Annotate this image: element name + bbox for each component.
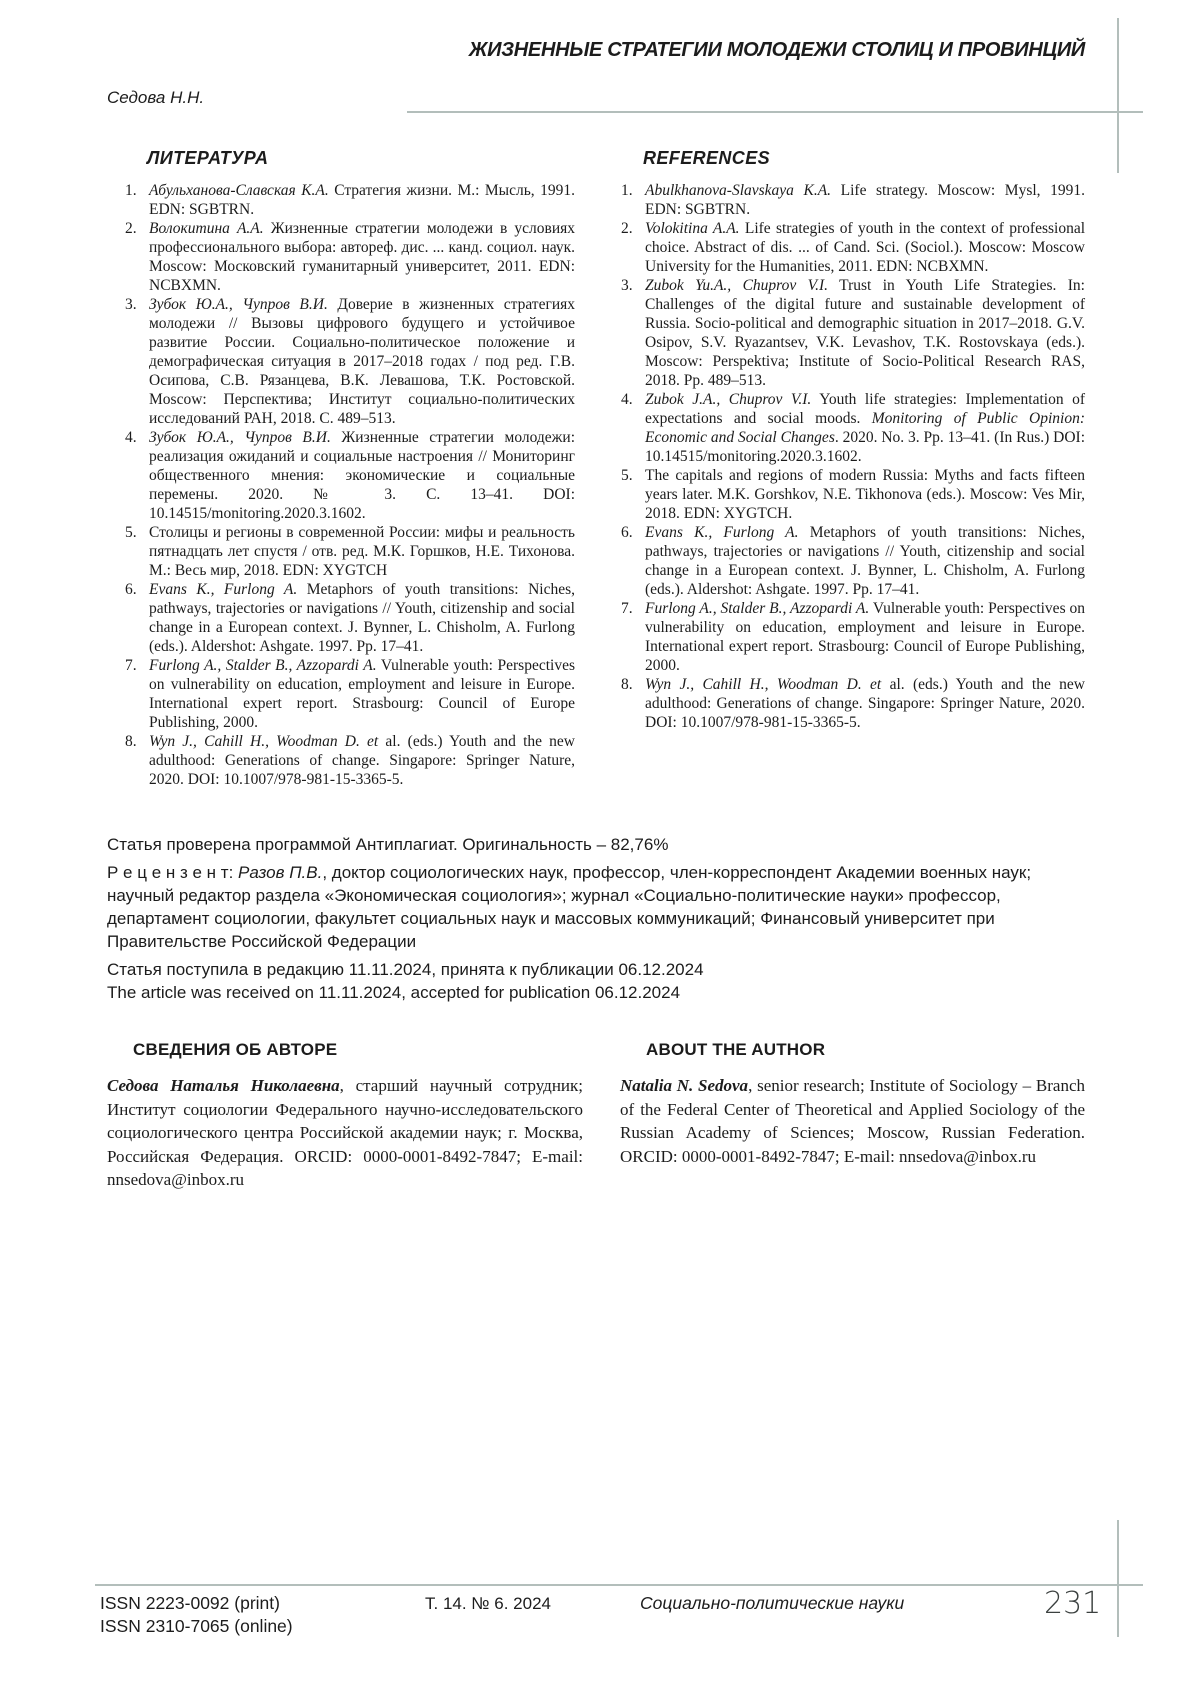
reference-text: Зубок Ю.А., Чупров В.И. Жизненные стратегии молодежи: реализация ожиданий и социальные настроения // Мониторинг общественного мнения: экономические и социальные перемены. 2020. № 3. С. 13–41. DOI: 10.14515/monitoring.2020.3.1602. <box>149 429 575 522</box>
reference-number: 8. <box>621 676 633 693</box>
reference-text: Зубок Ю.А., Чупров В.И. Доверие в жизненных стратегиях молодежи // Вызовы цифрового будущего и устойчивое развитие России. Социально-политическое положение и демографическая ситуация в 2017–2018 годах / под ред. Г.В. Осипова, С.В. Рязанцева, В.К. Левашова, Т.К. Ростовской. Moscow: Перспектива; Институт социально-политических исследований РАН, 2018. С. 489–513. <box>149 296 575 427</box>
references-heading: REFERENCES <box>643 148 771 168</box>
reference-number: 3. <box>125 296 137 313</box>
reference-number: 6. <box>125 581 137 598</box>
footer-rule <box>95 1584 1143 1586</box>
about-author-en <box>620 1040 1085 1168</box>
reference-number: 8. <box>125 733 137 750</box>
reference-item <box>125 580 575 656</box>
reference-text: Furlong A., Stalder B., Azzopardi A. Vulnerable youth: Perspectives on vulnerability on education, employment and leisure in Europe. International expert report. Strasbourg: Council of Europe Publishing, 2000. <box>645 600 1085 674</box>
reference-text: Evans K., Furlong A. Metaphors of youth transitions: Niches, pathways, trajectories or navigations // Youth, citizenship and social change in a European context. J. Bynner, L. Chisholm, A. Furlong (eds.). Aldershot: Ashgate. 1997. Pp. 17–41. <box>149 581 575 655</box>
reference-text: Wyn J., Cahill H., Woodman D. et al. (eds.) Youth and the new adulthood: Generations of change. Singapore: Springer Nature, 2020. DOI: 10.1007/978-981-15-3365-5. <box>149 733 576 788</box>
about-author-en-heading: ABOUT THE AUTHOR <box>646 1040 826 1059</box>
reference-number: 2. <box>125 220 137 237</box>
reference-text: Zubok J.A., Chuprov V.I. Youth life strategies: Implementation of expectations and social moods. Monitoring of Public Opinion: Economic and Social Changes. 2020. No. 3. Pp. 13–41. (In Rus.) DOI: 10.14515/monitoring.2020.3.1602. <box>645 391 1086 465</box>
crop-mark-vertical-top <box>1117 18 1119 173</box>
reference-item <box>621 390 1085 466</box>
reference-item <box>621 675 1085 732</box>
reference-item <box>125 219 575 295</box>
crop-mark-vertical-bottom <box>1117 1520 1119 1637</box>
reference-number: 5. <box>125 524 137 541</box>
issn-online: ISSN 2310-7065 (online) <box>100 1616 293 1636</box>
reference-text: Furlong A., Stalder B., Azzopardi A. Vulnerable youth: Perspectives on vulnerability on education, employment and leisure in Europe. International expert report. Strasbourg: Council of Europe Publishing, 2000. <box>149 657 575 731</box>
reference-number: 4. <box>621 391 633 408</box>
reference-item <box>621 219 1085 276</box>
reference-text: Wyn J., Cahill H., Woodman D. et al. (eds.) Youth and the new adulthood: Generations of change. Singapore: Springer Nature, 2020. DOI: 10.1007/978-981-15-3365-5. <box>645 676 1086 731</box>
reference-text: Zubok Yu.A., Chuprov V.I. Trust in Youth Life Strategies. In: Challenges of the digital future and sustainable development of Russia. Socio-political and demographic situation in 2017–2018. G.V. Osipov, S.V. Ryazantsev, V.K. Levashov, T.K. Rostovskaya (eds.). Moscow: Perspektiva; Institute of Socio-Political Research RAS, 2018. Pp. 489–513. <box>645 277 1085 389</box>
reference-text: Столицы и регионы в современной России: мифы и реальность пятнадцать лет спустя / отв. ред. М.К. Горшков, Н.Е. Тихонова. М.: Весь мир, 2018. EDN: XYGTCH <box>149 524 575 579</box>
reference-number: 3. <box>621 277 633 294</box>
reference-number: 5. <box>621 467 633 484</box>
reference-text: Evans K., Furlong A. Metaphors of youth transitions: Niches, pathways, trajectories or navigations // Youth, citizenship and social change in a European context. J. Bynner, L. Chisholm, A. Furlong (eds.). Aldershot: Ashgate. 1997. Pp. 17–41. <box>645 524 1085 598</box>
reference-item <box>125 181 575 219</box>
reference-number: 7. <box>621 600 633 617</box>
literature-heading: ЛИТЕРАТУРА <box>147 148 269 168</box>
about-author-ru <box>107 1040 583 1192</box>
reference-item <box>125 295 575 428</box>
issn-block <box>100 1592 293 1638</box>
reference-item <box>125 656 575 732</box>
reference-item <box>125 523 575 580</box>
reference-item <box>621 523 1085 599</box>
references-section <box>621 148 1085 732</box>
reference-number: 4. <box>125 429 137 446</box>
reference-number: 1. <box>621 182 633 199</box>
about-author-ru-heading: СВЕДЕНИЯ ОБ АВТОРЕ <box>133 1040 338 1059</box>
reference-item <box>621 276 1085 390</box>
journal-name: Социально-политические науки <box>640 1593 905 1613</box>
page-number: 231 <box>1044 1586 1102 1621</box>
received-date-en: The article was received on 11.11.2024, accepted for publication 06.12.2024 <box>107 983 681 1002</box>
received-date-ru: Статья поступила в редакцию 11.11.2024, принята к публикации 06.12.2024 <box>107 960 704 979</box>
header-rule <box>407 111 1143 113</box>
literature-list <box>125 181 575 789</box>
about-author-en-text: Natalia N. Sedova, senior research; Institute of Sociology – Branch of the Federal Center of Theoretical and Applied Sociology of the Russian Academy of Sciences; Moscow, Russian Federation. ORCID: 0000-0001-8492-7847; E-mail: nnsedova@inbox.ru <box>620 1076 1085 1166</box>
reference-item <box>125 428 575 523</box>
references-list <box>621 181 1085 732</box>
reviewer-note: Р е ц е н з е н т: Разов П.В., доктор социологических наук, профессор, член-корреспондент Академии военных наук; научный редактор раздела «Экономическая социология»; журнал «Социально-политические науки» профессор, департамент социологии, факультет социальных наук и массовых коммуникаций; Финансовый университет при Правительстве Российской Федерации <box>107 863 1032 951</box>
reference-number: 2. <box>621 220 633 237</box>
reference-text: Volokitina A.A. Life strategies of youth in the context of professional choice. Abstract of dis. ... of Cand. Sci. (Sociol.). Moscow: Moscow University for the Humanities, 2011. EDN: NCBXMN. <box>645 220 1086 275</box>
reference-number: 7. <box>125 657 137 674</box>
reference-item <box>621 466 1085 523</box>
literature-section <box>125 148 575 789</box>
reference-text: Абульханова-Славская К.А. Стратегия жизни. М.: Мысль, 1991. EDN: SGBTRN. <box>149 182 575 218</box>
running-head-title: ЖИЗНЕННЫЕ СТРАТЕГИИ МОЛОДЕЖИ СТОЛИЦ И ПРОВИНЦИЙ <box>468 39 1085 61</box>
about-author-ru-text: Седова Наталья Николаевна, старший научный сотрудник; Институт социологии Федерального научно-исследовательского социологического центра Российской академии наук; г. Москва, Российская Федерация. ORCID: 0000-0001-8492-7847; E-mail: nnsedova@inbox.ru <box>107 1076 584 1189</box>
reference-item <box>125 732 575 789</box>
reference-item <box>621 599 1085 675</box>
reference-text: Волокитина А.А. Жизненные стратегии молодежи в условиях профессионального выбора: автореф. дис. ... канд. социол. наук. Moscow: Московский гуманитарный университет, 2011. EDN: NCBXMN. <box>149 220 576 294</box>
reference-number: 6. <box>621 524 633 541</box>
issn-print: ISSN 2223-0092 (print) <box>100 1593 280 1613</box>
received-dates <box>107 958 1047 1004</box>
reference-text: The capitals and regions of modern Russia: Myths and facts fifteen years later. M.K. Gorshkov, N.E. Tikhonova (eds.). Moscow: Ves Mir, 2018. EDN: XYGTCH. <box>645 467 1085 522</box>
reference-number: 1. <box>125 182 137 199</box>
reference-text: Abulkhanova-Slavskaya K.A. Life strategy. Moscow: Mysl, 1991. EDN: SGBTRN. <box>645 182 1085 218</box>
reference-item <box>621 181 1085 219</box>
plagiarism-note: Статья проверена программой Антиплагиат. Оригинальность – 82,76% <box>107 835 669 854</box>
volume-issue: Т. 14. № 6. 2024 <box>425 1594 551 1613</box>
running-head-author: Седова Н.Н. <box>107 88 205 107</box>
